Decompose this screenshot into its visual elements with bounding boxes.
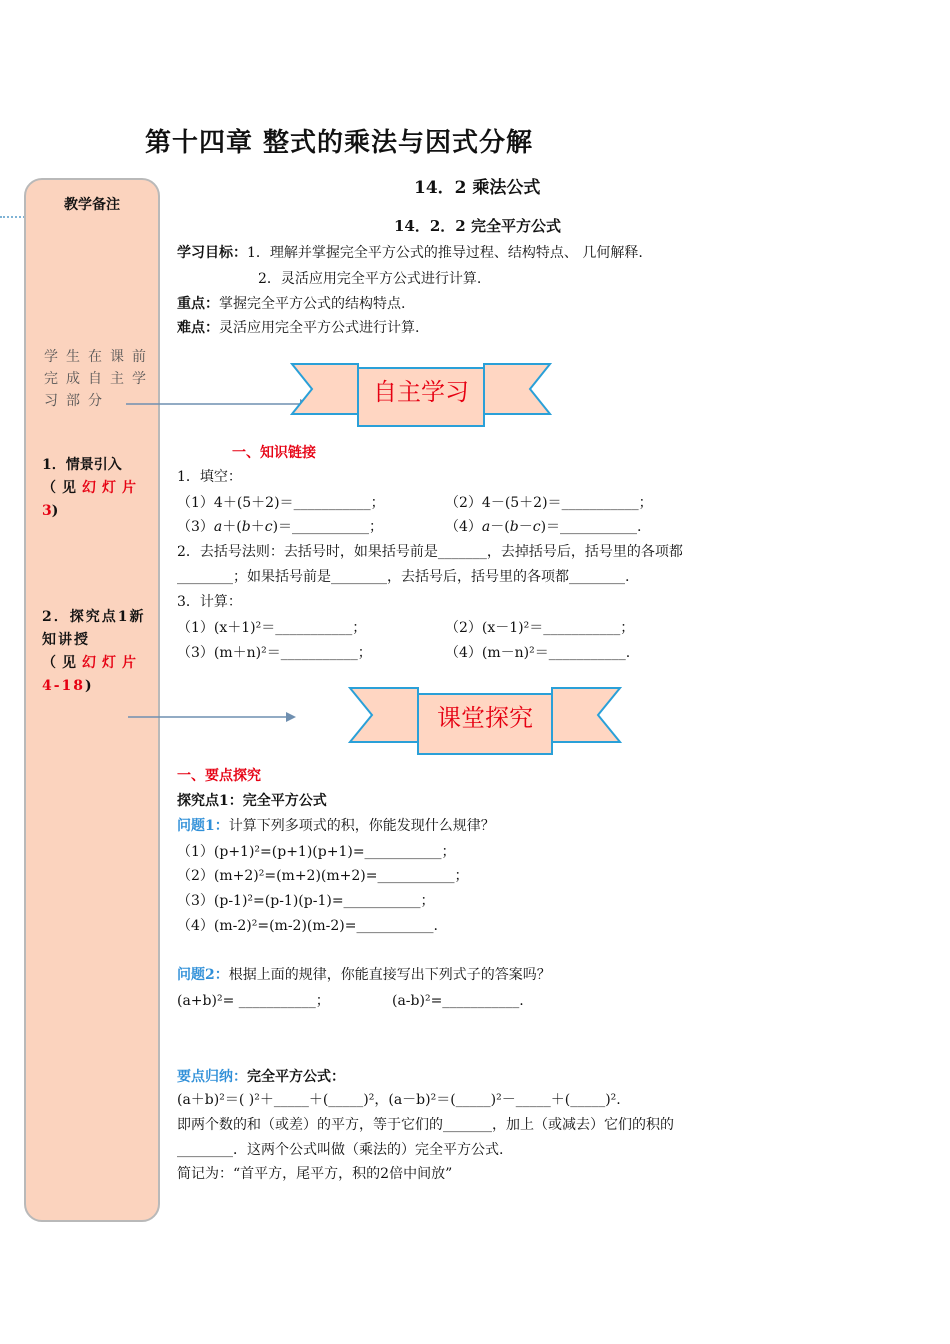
summary-desc-1: 即两个数的和（或差）的平方，等于它们的_______，加上（或减去）它们的积的	[177, 1117, 674, 1133]
q2-line-2: ________；如果括号前是________，去括号后，括号里的各项都________.	[177, 569, 630, 585]
goal-line-1	[177, 243, 643, 263]
sidebar-item-2-slide: 幻灯片	[82, 655, 142, 671]
problem-2: 问题2：根据上面的规律，你能直接写出下列式子的答案吗？	[177, 967, 551, 983]
section-title: 14．2 乘法公式	[414, 178, 541, 198]
problem-1-item-2: （2）(m+2)²=(m+2)(m+2)=___________；	[177, 868, 469, 884]
arrow-2-icon	[126, 708, 306, 728]
problem-2-item-2: (a-b)²=___________.	[392, 993, 524, 1009]
difficult-point: 难点：灵活应用完全平方公式进行计算.	[177, 320, 420, 336]
problem-1: 问题1：计算下列多项式的积，你能发现什么规律？	[177, 818, 495, 834]
teaching-notes-sidebar	[24, 178, 160, 1222]
formula: (a＋b)²＝( )²＋_____＋(_____)²，(a－b)²＝(_____)²－_____＋(_____)².	[177, 1092, 621, 1108]
explore-heading: 一、要点探究	[177, 768, 261, 784]
q3-4: （4）(m－n)²＝___________.	[445, 645, 631, 661]
explore-point-1: 探究点1：完全平方公式	[177, 793, 327, 809]
sidebar-item-1-title: 1．情景引入	[42, 457, 122, 473]
q1-3: （3）a＋(b＋c)＝___________；	[177, 519, 384, 535]
problem-1-item-3: （3）(p-1)²=(p-1)(p-1)=___________；	[177, 893, 435, 909]
summary-short: 简记为：“首平方，尾平方，积的2倍中间放”	[177, 1166, 453, 1182]
q3-label: 3．计算：	[177, 594, 242, 610]
sidebar-item-2-title: 2．探究点1新知讲授	[42, 609, 146, 648]
q3-2: （2）(x－1)²＝___________；	[445, 620, 635, 636]
problem-1-item-1: （1）(p+1)²=(p+1)(p+1)=___________；	[177, 844, 456, 860]
q1-1: （1）4＋(5＋2)＝___________；	[177, 495, 385, 511]
sidebar-item-1-slide: 幻灯片	[82, 480, 142, 496]
sidebar-item-2-paren: （见	[42, 655, 82, 671]
goal-2: 2．灵活应用完全平方公式进行计算.	[258, 271, 482, 287]
sidebar-note: 学生在课前完成自主学习部分	[44, 349, 154, 409]
banner-class-explore-label: 课堂探究	[437, 704, 533, 732]
q3-3: （3）(m＋n)²＝___________；	[177, 645, 372, 661]
sidebar-item-2-num: 4-18	[42, 678, 86, 694]
sidebar-item-2: 2．探究点1新知讲授 （见幻灯片 4-18)	[42, 609, 146, 694]
q1-2: （2）4－(5＋2)＝___________；	[445, 495, 653, 511]
q2-line-1: 2．去括号法则：去括号时，如果括号前是_______，去掉括号后，括号里的各项都	[177, 544, 683, 560]
subsection-title: 14．2．2 完全平方公式	[394, 217, 561, 235]
summary-desc-2: ________．这两个公式叫做（乘法的）完全平方公式.	[177, 1142, 504, 1158]
q1-4: （4）a－(b－c)＝___________.	[445, 519, 642, 535]
sidebar-item-1: 1．情景引入 （见幻灯片 3)	[42, 457, 142, 519]
banner-self-study-label: 自主学习	[373, 378, 469, 406]
problem-1-item-4: （4）(m-2)²=(m-2)(m-2)=___________.	[177, 918, 438, 934]
goal-1: 1．理解并掌握完全平方公式的推导过程、结构特点、 几何解释.	[247, 245, 643, 261]
sidebar-item-1-num: 3	[42, 503, 52, 519]
summary: 要点归纳：完全平方公式：	[177, 1069, 345, 1085]
problem-2-item-1: (a+b)²= ___________；	[177, 993, 330, 1009]
chapter-title: 第十四章 整式的乘法与因式分解	[145, 128, 534, 158]
sidebar-item-1-paren: （见	[42, 480, 82, 496]
q3-1: （1）(x＋1)²＝___________；	[177, 620, 367, 636]
sidebar-header: 教学备注	[64, 197, 120, 213]
goal-label: 学习目标：	[177, 245, 247, 261]
q1-label: 1．填空：	[177, 469, 242, 485]
knowledge-heading: 一、知识链接	[232, 445, 316, 461]
key-point: 重点：掌握完全平方公式的结构特点.	[177, 296, 406, 312]
